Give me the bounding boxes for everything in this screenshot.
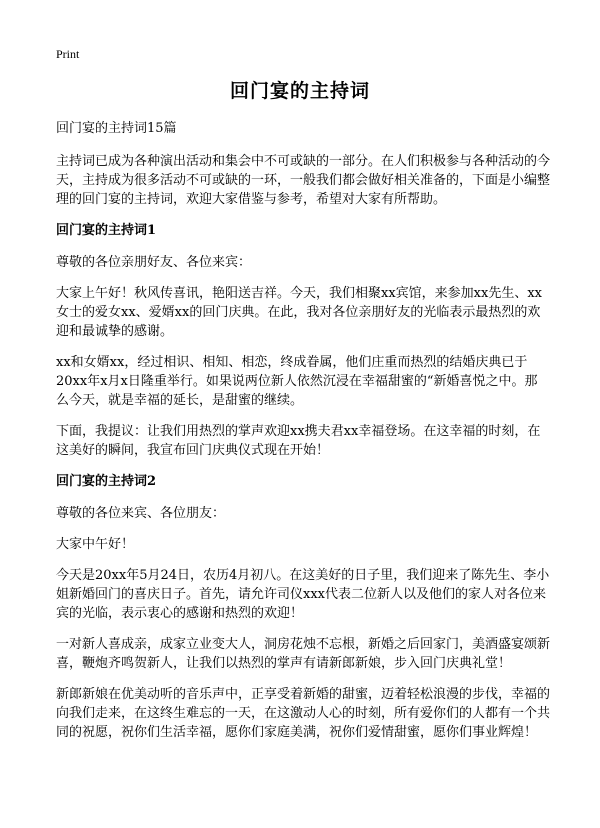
section-paragraph: 大家中午好！	[56, 537, 135, 552]
section-heading: 回门宴的主持词2	[56, 474, 157, 489]
document-body	[56, 119, 550, 754]
print-label[interactable]: Print	[56, 47, 80, 61]
section-paragraph: 新郎新娘在优美动听的音乐声中，正享受着新婚的甜蜜，迈着轻松浪漫的步伐，幸福的向我们走来，在这终生难忘的一天，在这激动人心的时刻，所有爱你们的人都有一个共同的祝愿，祝你们生活幸福，愿你们家庭美满，祝你们爱情甜蜜，愿你们事业辉煌！	[56, 687, 551, 740]
section-heading: 回门宴的主持词1	[56, 223, 157, 238]
section-paragraph: 今天是20xx年5月24日，农历4月初八。在这美好的日子里，我们迎来了陈先生、李小姐新婚回门的喜庆日子。首先，请允许司仪xxx代表二位新人以及他们的家人对各位来宾的光临，表示衷心的感谢和热烈的欢迎！	[56, 568, 550, 621]
section-paragraph: 尊敬的各位亲朋好友、各位来宾：	[56, 255, 252, 270]
section-paragraph: 一对新人喜成亲，成家立业变大人，洞房花烛不忘根，新婚之后回家门，美酒盛宴颂新喜，鞭炮齐鸣贺新人，让我们以热烈的掌声有请新郎新娘，步入回门庆典礼堂！	[56, 637, 551, 671]
document-subtitle: 回门宴的主持词15篇	[56, 121, 177, 136]
section-paragraph: 下面，我提议：让我们用热烈的掌声欢迎xx携夫君xx幸福登场。在这幸福的时刻，在这美好的瞬间，我宣布回门庆典仪式现在开始！	[56, 424, 541, 458]
intro-paragraph: 主持词已成为各种演出活动和集会中不可或缺的一部分。在人们积极参与各种活动的今天，主持成为很多活动不可或缺的一环，一般我们都会做好相关准备的，下面是小编整理的回门宴的主持词，欢迎大家借鉴与参考，希望对大家有所帮助。	[56, 154, 551, 207]
section-paragraph: xx和女婿xx，经过相识、相知、相恋，终成眷属，他们庄重而热烈的结婚庆典已于20xx年x月x日隆重举行。如果说两位新人依然沉浸在幸福甜蜜的“新婚喜悦之中。那么今天，就是幸福的延长，是甜蜜的继续。	[56, 355, 538, 408]
page-title: 回门宴的主持词	[229, 80, 370, 102]
section-paragraph: 尊敬的各位来宾、各位朋友：	[56, 506, 226, 521]
section-paragraph: 大家上午好！秋风传喜讯，艳阳送吉祥。今天，我们相聚xx宾馆，来参加xx先生、xx女士的爱女xx、爱婿xx的回门庆典。在此，我对各位亲朋好友的光临表示最热烈的欢迎和最诚挚的感谢。	[56, 286, 542, 339]
